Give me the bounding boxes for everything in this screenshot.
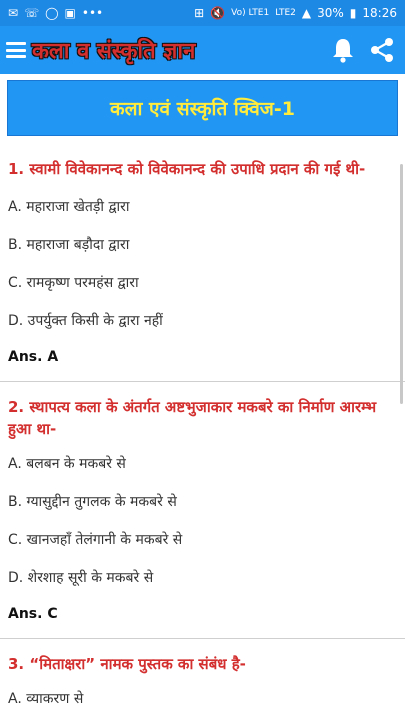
- app-bar: [0, 26, 405, 74]
- answer-label: Ans. A: [8, 349, 59, 365]
- signal-icon: ▲: [301, 6, 312, 20]
- nfc-icon: ⊞: [194, 6, 205, 20]
- time-label: 18:26: [362, 6, 397, 20]
- option-a: A. व्याकरण से: [8, 691, 84, 707]
- content[interactable]: [0, 74, 405, 720]
- battery-label: 30%: [317, 6, 344, 20]
- network-label: Vo) LTE1: [231, 7, 270, 18]
- divider: [0, 381, 405, 382]
- missed-call-icon: ☏: [24, 6, 40, 20]
- menu-icon[interactable]: [6, 42, 26, 58]
- option-c: C. खानजहाँ तेलंगानी के मकबरे से: [8, 532, 183, 548]
- status-bar: [0, 0, 405, 26]
- lte-label: LTE2: [275, 7, 296, 18]
- question-3: [0, 653, 405, 709]
- option-d: D. उपर्युक्त किसी के द्वारा नहीं: [8, 313, 163, 329]
- quiz-title: कला एवं संस्कृति क्विज-1: [110, 98, 295, 120]
- quiz-banner: [7, 80, 398, 136]
- status-right: [194, 6, 397, 20]
- scrollbar[interactable]: [400, 164, 403, 404]
- mute-icon: 🔇: [210, 6, 226, 20]
- question-text: 1. स्वामी विवेकानन्द को विवेकानन्द की उपाधि प्रदान की गई थी-: [8, 160, 366, 178]
- option-d: D. शेरशाह सूरी के मकबरे से: [8, 570, 154, 586]
- question-text: 2. स्थापत्य कला के अंतर्गत अष्टभुजाकार मकबरे का निर्माण आरम्भ हुआ था-: [8, 398, 377, 438]
- option-a: A. महाराजा खेतड़ी द्वारा: [8, 199, 130, 215]
- bell-icon[interactable]: [331, 37, 355, 63]
- notification-icon: ✉: [8, 6, 19, 20]
- app-actions: [331, 37, 395, 63]
- option-c: C. रामकृष्ण परमहंस द्वारा: [8, 275, 139, 291]
- share-icon[interactable]: [369, 37, 395, 63]
- option-a: A. बलबन के मकबरे से: [8, 456, 126, 472]
- battery-icon: ▮: [349, 6, 357, 20]
- question-text: 3. “मिताक्षरा” नामक पुस्तक का संबंध है-: [8, 655, 246, 673]
- status-left: [8, 7, 103, 19]
- divider: [0, 638, 405, 639]
- option-b: B. ग्यासुद्दीन तुगलक के मकबरे से: [8, 494, 177, 510]
- question-1: [0, 158, 405, 365]
- whatsapp-icon: ◯: [45, 6, 59, 20]
- answer-label: Ans. C: [8, 606, 58, 622]
- photo-icon: ▣: [64, 6, 76, 20]
- option-b: B. महाराजा बड़ौदा द्वारा: [8, 237, 130, 253]
- more-dots-icon: •••: [81, 6, 104, 20]
- app-title: कला व संस्कृति ज्ञान: [32, 39, 196, 64]
- question-2: [0, 396, 405, 622]
